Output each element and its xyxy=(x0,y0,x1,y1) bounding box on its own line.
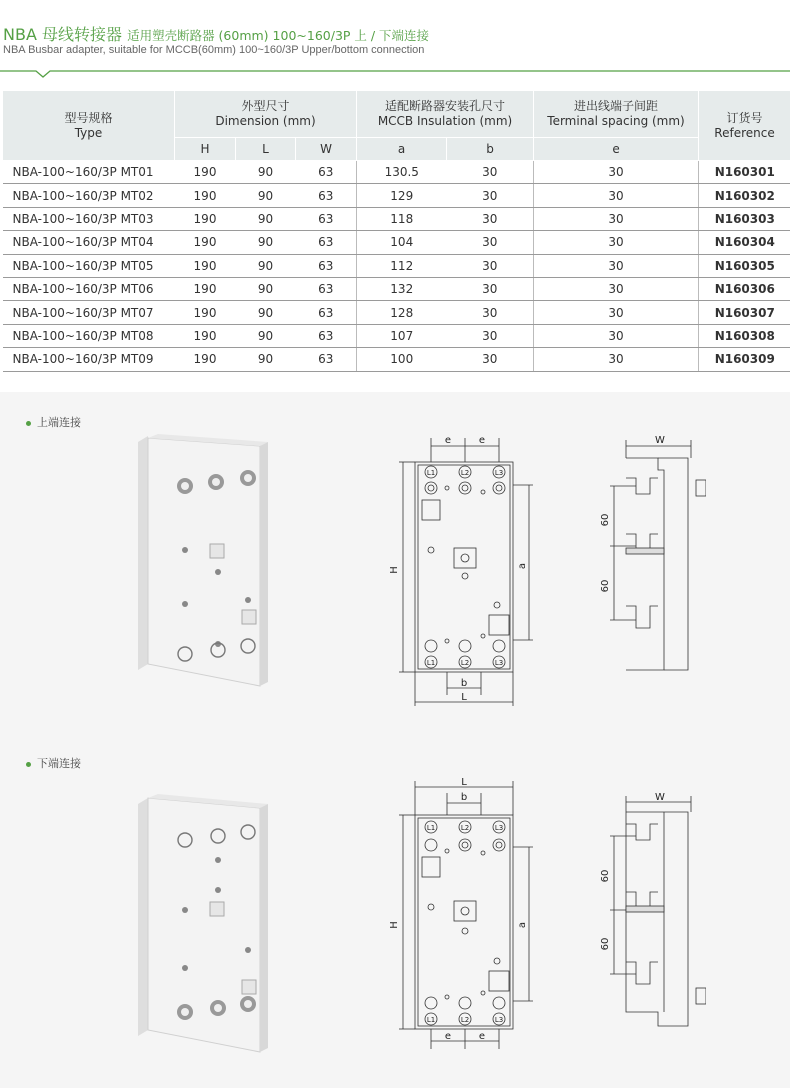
cell-e: 30 xyxy=(534,348,699,371)
cell-type: NBA-100~160/3P MT02 xyxy=(3,184,175,207)
cell-e: 30 xyxy=(534,254,699,277)
cell-e: 30 xyxy=(534,161,699,184)
dim-L-label: L xyxy=(461,692,467,703)
cell-type: NBA-100~160/3P MT07 xyxy=(3,301,175,324)
dim-H-label: H xyxy=(389,921,400,929)
upper-product-photo xyxy=(130,432,280,692)
sub-header-a: a xyxy=(357,138,447,161)
page-subtitle: NBA Busbar adapter, suitable for MCCB(60mm) 100~160/3P Upper/bottom connection xyxy=(3,44,425,56)
cell-L: 90 xyxy=(236,207,296,230)
table-row xyxy=(3,254,790,277)
cell-W: 63 xyxy=(296,161,357,184)
cell-a: 132 xyxy=(357,277,447,300)
terminal-label-l1: L1 xyxy=(426,659,436,667)
cell-L: 90 xyxy=(236,348,296,371)
header-divider xyxy=(0,70,790,78)
cell-type: NBA-100~160/3P MT03 xyxy=(3,207,175,230)
dim-e-label: e xyxy=(478,1031,486,1042)
terminal-label-l1: L1 xyxy=(426,1016,436,1024)
col-mccb-header: 适配断路器安装孔尺寸 MCCB Insulation (mm) xyxy=(357,91,534,138)
spacing-60-label: 60 xyxy=(600,579,611,593)
cell-type: NBA-100~160/3P MT05 xyxy=(3,254,175,277)
cell-ref: N160303 xyxy=(699,207,790,230)
cell-H: 190 xyxy=(175,324,236,347)
cell-L: 90 xyxy=(236,301,296,324)
cell-a: 104 xyxy=(357,231,447,254)
cell-ref: N160302 xyxy=(699,184,790,207)
cell-W: 63 xyxy=(296,207,357,230)
cell-ref: N160301 xyxy=(699,161,790,184)
terminal-label-l2: L2 xyxy=(460,1016,470,1024)
cell-H: 190 xyxy=(175,277,236,300)
dim-e-label: e xyxy=(444,435,452,446)
terminal-label-l3: L3 xyxy=(494,659,504,667)
cell-a: 107 xyxy=(357,324,447,347)
upper-front-drawing xyxy=(385,430,535,710)
page-title xyxy=(3,22,429,45)
dim-W-label: W xyxy=(655,435,665,446)
bullet-dot-icon xyxy=(26,421,31,426)
spacing-60-label: 60 xyxy=(600,937,611,951)
table-row xyxy=(3,277,790,300)
sub-header-b: b xyxy=(447,138,534,161)
cell-ref: N160309 xyxy=(699,348,790,371)
cell-a: 112 xyxy=(357,254,447,277)
cell-b: 30 xyxy=(447,184,534,207)
table-row xyxy=(3,324,790,347)
cell-L: 90 xyxy=(236,277,296,300)
cell-b: 30 xyxy=(447,254,534,277)
table-row xyxy=(3,161,790,184)
cell-e: 30 xyxy=(534,301,699,324)
dim-W-label: W xyxy=(655,792,665,803)
table-row xyxy=(3,231,790,254)
upper-side-drawing xyxy=(596,430,706,690)
cell-b: 30 xyxy=(447,231,534,254)
cell-a: 130.5 xyxy=(357,161,447,184)
terminal-label-l2: L2 xyxy=(460,469,470,477)
terminal-label-l1: L1 xyxy=(426,469,436,477)
cell-H: 190 xyxy=(175,161,236,184)
table-row xyxy=(3,348,790,371)
col-dimension-header: 外型尺寸 Dimension (mm) xyxy=(175,91,357,138)
dim-a-label: a xyxy=(517,921,528,929)
page-header xyxy=(0,0,790,80)
terminal-label-l1: L1 xyxy=(426,824,436,832)
cell-b: 30 xyxy=(447,207,534,230)
cell-type: NBA-100~160/3P MT08 xyxy=(3,324,175,347)
sub-header-W: W xyxy=(296,138,357,161)
lower-front-drawing xyxy=(385,775,535,1055)
cell-ref: N160308 xyxy=(699,324,790,347)
cell-a: 128 xyxy=(357,301,447,324)
cell-H: 190 xyxy=(175,254,236,277)
cell-e: 30 xyxy=(534,184,699,207)
lower-connection-label: 下端连接 xyxy=(26,755,81,771)
title-sub: 适用塑壳断路器 (60mm) 100~160/3P 上 / 下端连接 xyxy=(127,28,430,43)
cell-a: 100 xyxy=(357,348,447,371)
spacing-60-label: 60 xyxy=(600,869,611,883)
spacing-60-label: 60 xyxy=(600,513,611,527)
cell-b: 30 xyxy=(447,277,534,300)
cell-ref: N160306 xyxy=(699,277,790,300)
bullet-dot-icon xyxy=(26,762,31,767)
dim-L-label: L xyxy=(461,777,467,788)
cell-b: 30 xyxy=(447,301,534,324)
dim-b-label: b xyxy=(460,792,468,803)
cell-L: 90 xyxy=(236,324,296,347)
cell-type: NBA-100~160/3P MT04 xyxy=(3,231,175,254)
cell-W: 63 xyxy=(296,324,357,347)
cell-W: 63 xyxy=(296,301,357,324)
terminal-label-l3: L3 xyxy=(494,1016,504,1024)
cell-b: 30 xyxy=(447,348,534,371)
cell-L: 90 xyxy=(236,254,296,277)
table-row xyxy=(3,184,790,207)
cell-H: 190 xyxy=(175,207,236,230)
cell-L: 90 xyxy=(236,231,296,254)
cell-ref: N160307 xyxy=(699,301,790,324)
col-terminal-header: 进出线端子间距 Terminal spacing (mm) xyxy=(534,91,699,138)
cell-e: 30 xyxy=(534,207,699,230)
col-reference-header: 订货号 Reference xyxy=(699,91,790,161)
cell-e: 30 xyxy=(534,324,699,347)
sub-header-H: H xyxy=(175,138,236,161)
spec-table xyxy=(2,90,790,372)
dim-e-label: e xyxy=(478,435,486,446)
spec-table-body xyxy=(3,161,790,372)
cell-W: 63 xyxy=(296,277,357,300)
sub-header-L: L xyxy=(236,138,296,161)
cell-ref: N160304 xyxy=(699,231,790,254)
terminal-label-l2: L2 xyxy=(460,824,470,832)
cell-ref: N160305 xyxy=(699,254,790,277)
cell-e: 30 xyxy=(534,231,699,254)
cell-H: 190 xyxy=(175,184,236,207)
cell-e: 30 xyxy=(534,277,699,300)
cell-type: NBA-100~160/3P MT01 xyxy=(3,161,175,184)
title-main: NBA 母线转接器 xyxy=(3,25,122,44)
cell-type: NBA-100~160/3P MT09 xyxy=(3,348,175,371)
terminal-label-l3: L3 xyxy=(494,469,504,477)
cell-type: NBA-100~160/3P MT06 xyxy=(3,277,175,300)
terminal-label-l3: L3 xyxy=(494,824,504,832)
terminal-label-l2: L2 xyxy=(460,659,470,667)
dim-H-label: H xyxy=(389,566,400,574)
cell-H: 190 xyxy=(175,231,236,254)
upper-connection-label: 上端连接 xyxy=(26,414,81,430)
cell-L: 90 xyxy=(236,161,296,184)
cell-W: 63 xyxy=(296,231,357,254)
cell-H: 190 xyxy=(175,348,236,371)
lower-side-drawing xyxy=(596,790,706,1040)
cell-W: 63 xyxy=(296,254,357,277)
cell-b: 30 xyxy=(447,324,534,347)
cell-H: 190 xyxy=(175,301,236,324)
cell-a: 129 xyxy=(357,184,447,207)
dim-b-label: b xyxy=(460,678,468,689)
sub-header-e: e xyxy=(534,138,699,161)
cell-a: 118 xyxy=(357,207,447,230)
cell-b: 30 xyxy=(447,161,534,184)
col-type-header: 型号规格 Type xyxy=(3,91,175,161)
cell-W: 63 xyxy=(296,348,357,371)
dim-a-label: a xyxy=(517,562,528,570)
lower-product-photo xyxy=(130,790,280,1060)
dim-e-label: e xyxy=(444,1031,452,1042)
cell-L: 90 xyxy=(236,184,296,207)
table-row xyxy=(3,207,790,230)
table-row xyxy=(3,301,790,324)
cell-W: 63 xyxy=(296,184,357,207)
